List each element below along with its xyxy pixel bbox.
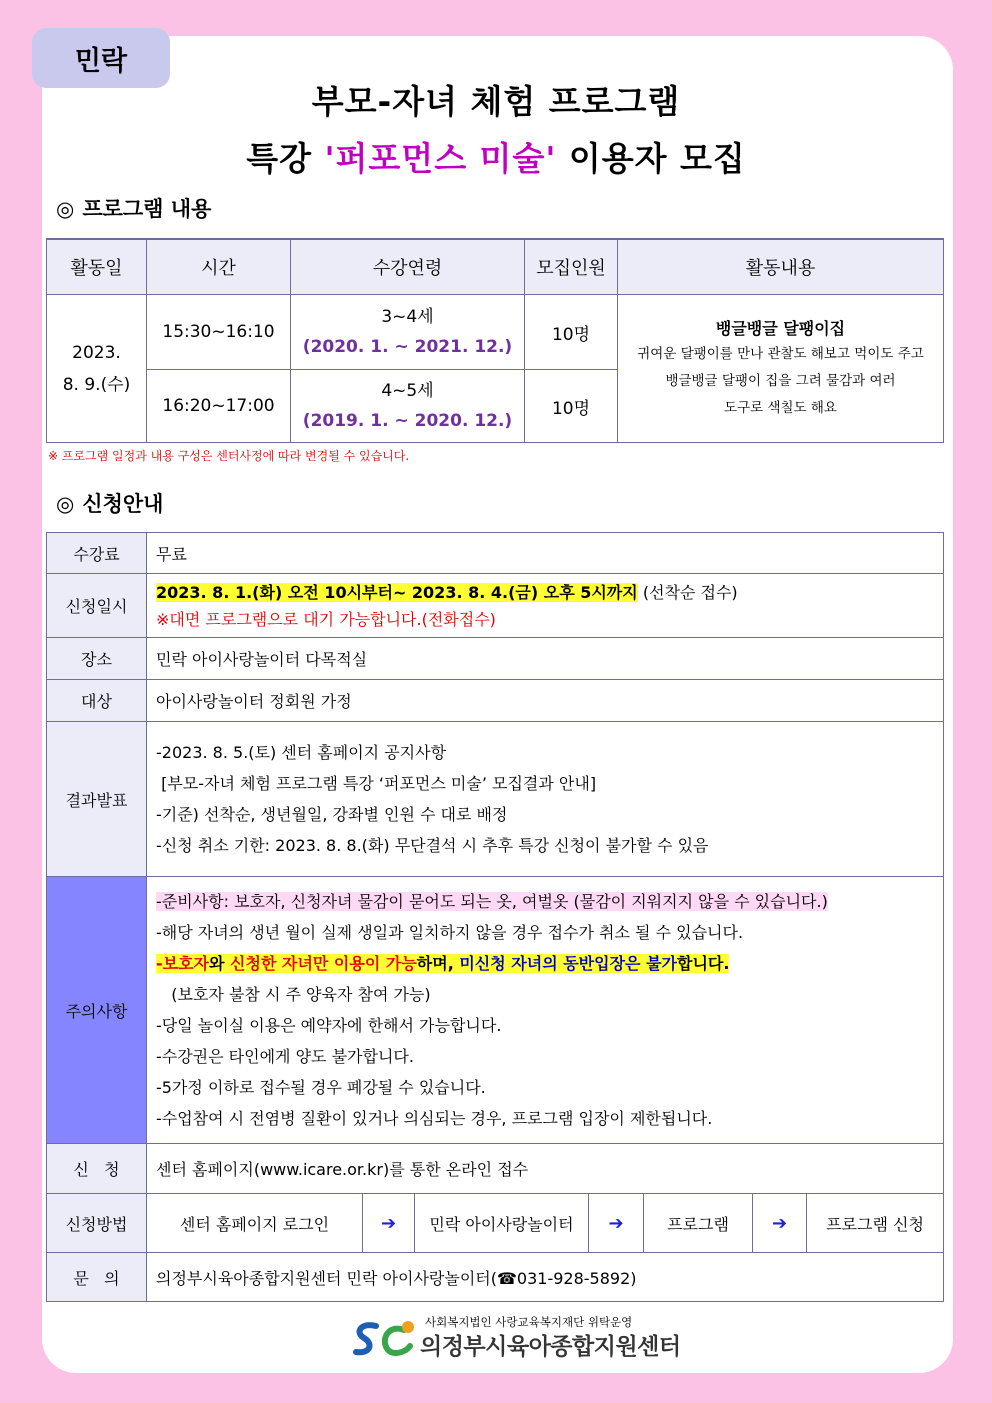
- content-line: 도구로 색칠도 해요: [724, 399, 837, 416]
- center-logo-icon: [352, 1318, 418, 1360]
- apply-value: 센터 홈페이지(www.icare.or.kr)를 통한 온라인 접수: [147, 1144, 944, 1194]
- result-label: 결과발표: [47, 722, 147, 877]
- header-count: 모집인원: [525, 239, 618, 295]
- caution-label: 주의사항: [47, 877, 147, 1144]
- caution-line: -수업참여 시 전염병 질환이 있거나 의심되는 경우, 프로그램 입장이 제한됩니다.: [156, 1109, 713, 1128]
- arrow-right-icon: ➔: [363, 1194, 415, 1252]
- contact-label: 문 의: [47, 1253, 147, 1302]
- caution-line: [156, 948, 943, 979]
- title-prefix: 특강: [246, 139, 325, 178]
- location-badge: 민락: [32, 28, 170, 88]
- place-value: 민락 아이사랑놀이터 다목적실: [147, 638, 944, 680]
- count-cell: 10명: [525, 295, 618, 370]
- header-date: 활동일: [47, 239, 147, 295]
- time-slot: 15:30~16:10: [147, 295, 291, 370]
- period-note: ※대면 프로그램으로 대기 가능합니다.(전화접수): [156, 609, 496, 629]
- method-label: 신청방법: [47, 1194, 147, 1253]
- fee-label: 수강료: [47, 533, 147, 574]
- target-label: 대상: [47, 680, 147, 722]
- date-year: 2023.: [72, 342, 121, 363]
- content-line: 뱅글뱅글 달팽이 집을 그려 물감과 여러: [665, 372, 896, 389]
- arrow-right-icon: ➔: [589, 1194, 644, 1252]
- caution-no-companion: 미신청 자녀의 동반입장은 불가: [459, 954, 677, 973]
- target-value: 아이사랑놀이터 정회원 가정: [147, 680, 944, 722]
- apply-info-table: [46, 532, 944, 1302]
- contact-value: 의정부시육아종합지원센터 민락 아이사랑놀이터(☎031-928-5892): [147, 1253, 944, 1302]
- content-title: 뱅글뱅글 달팽이집: [715, 318, 846, 338]
- result-line: -기준) 선착순, 생년월일, 강좌별 인원 수 대로 배정: [156, 805, 508, 824]
- arrow-right-icon: ➔: [753, 1194, 807, 1252]
- header-content: 활동내용: [618, 239, 944, 295]
- fee-value: 무료: [147, 533, 944, 574]
- caution-line: (보호자 불참 시 주 양육자 참여 가능): [156, 985, 431, 1004]
- age-cell: [291, 370, 525, 443]
- section-apply-heading: [56, 488, 163, 518]
- caution-line: -5가정 이하로 접수될 경우 폐강될 수 있습니다.: [156, 1078, 486, 1097]
- result-line: [부모-자녀 체험 프로그램 특강 ‘퍼포먼스 미술’ 모집결과 안내]: [156, 774, 597, 793]
- step-program: 프로그램: [644, 1194, 753, 1252]
- period-value: [147, 574, 944, 638]
- age-range: (2020. 1. ~ 2021. 12.): [302, 337, 513, 357]
- caution-value: [147, 877, 944, 1144]
- caution-only-applicant: 신청한 자녀만 이용이 가능: [230, 954, 417, 973]
- caution-line: -준비사항: 보호자, 신청자녀 물감이 묻어도 되는 옷, 여벌옷 (물감이 지워지지 않을 수 있습니다.): [156, 892, 828, 911]
- caution-line: -수강권은 타인에게 양도 불가합니다.: [156, 1047, 414, 1066]
- apply-label: 신 청: [47, 1144, 147, 1194]
- content-line: 귀여운 달팽이를 만나 관찰도 해보고 먹이도 주고: [637, 345, 924, 362]
- section-program-title: 프로그램 내용: [82, 197, 212, 221]
- caution-joiner: 하며,: [416, 954, 460, 973]
- step-program-apply: 프로그램 신청: [826, 1214, 924, 1234]
- count-cell: 10명: [525, 370, 618, 443]
- age-label: 3~4세: [381, 307, 434, 327]
- bullet-circle-icon: ◎: [56, 197, 75, 221]
- content-cell: [618, 295, 944, 443]
- step-login: 센터 홈페이지 로그인: [147, 1194, 363, 1252]
- caution-end: 합니다.: [676, 954, 730, 973]
- footer-operator: 사회복지법인 사랑교육복지재단 위탁운영: [425, 1315, 633, 1329]
- method-flow: [147, 1194, 944, 1253]
- footer-center-name: 의정부시육아종합지원센터: [420, 1334, 681, 1360]
- title-highlight: '퍼포먼스 미술': [324, 139, 557, 178]
- title-suffix: 이용자 모집: [556, 139, 746, 178]
- caution-line: -해당 자녀의 생년 월이 실제 생일과 일치하지 않을 경우 접수가 취소 될 수 있습니다.: [156, 923, 744, 942]
- header-age: 수강연령: [291, 239, 525, 295]
- result-value: [147, 722, 944, 877]
- header-time: 시간: [147, 239, 291, 295]
- period-highlight: 2023. 8. 1.(화) 오전 10시부터~ 2023. 8. 4.(금) 오후 5시까지: [156, 582, 638, 602]
- date-day: 8. 9.(수): [62, 374, 131, 395]
- program-table: [46, 238, 944, 443]
- age-cell: [291, 295, 525, 370]
- section-apply-title: 신청안내: [82, 492, 164, 516]
- period-label: 신청일시: [47, 574, 147, 638]
- caution-joiner: 와: [209, 954, 231, 973]
- bullet-circle-icon: ◎: [56, 492, 75, 516]
- page-title-line2: [0, 133, 992, 180]
- age-label: 4~5세: [381, 381, 434, 401]
- period-suffix: (선착순 접수): [637, 582, 738, 602]
- place-label: 장소: [47, 638, 147, 680]
- section-program-heading: [56, 193, 211, 223]
- result-line: -2023. 8. 5.(토) 센터 홈페이지 공지사항: [156, 743, 447, 762]
- caution-guardian: -보호자: [156, 954, 210, 973]
- step-playground: 민락 아이사랑놀이터: [415, 1194, 589, 1252]
- page-title-line1: 부모-자녀 체험 프로그램: [311, 82, 681, 121]
- caution-line: -당일 놀이실 이용은 예약자에 한해서 가능합니다.: [156, 1016, 502, 1035]
- schedule-note: ※ 프로그램 일정과 내용 구성은 센터사정에 따라 변경될 수 있습니다.: [48, 449, 410, 463]
- result-line: -신청 취소 기한: 2023. 8. 8.(화) 무단결석 시 추후 특강 신청이 불가할 수 있음: [156, 836, 709, 855]
- time-slot: 16:20~17:00: [147, 370, 291, 443]
- age-range: (2019. 1. ~ 2020. 12.): [302, 411, 513, 431]
- activity-date: [47, 295, 147, 443]
